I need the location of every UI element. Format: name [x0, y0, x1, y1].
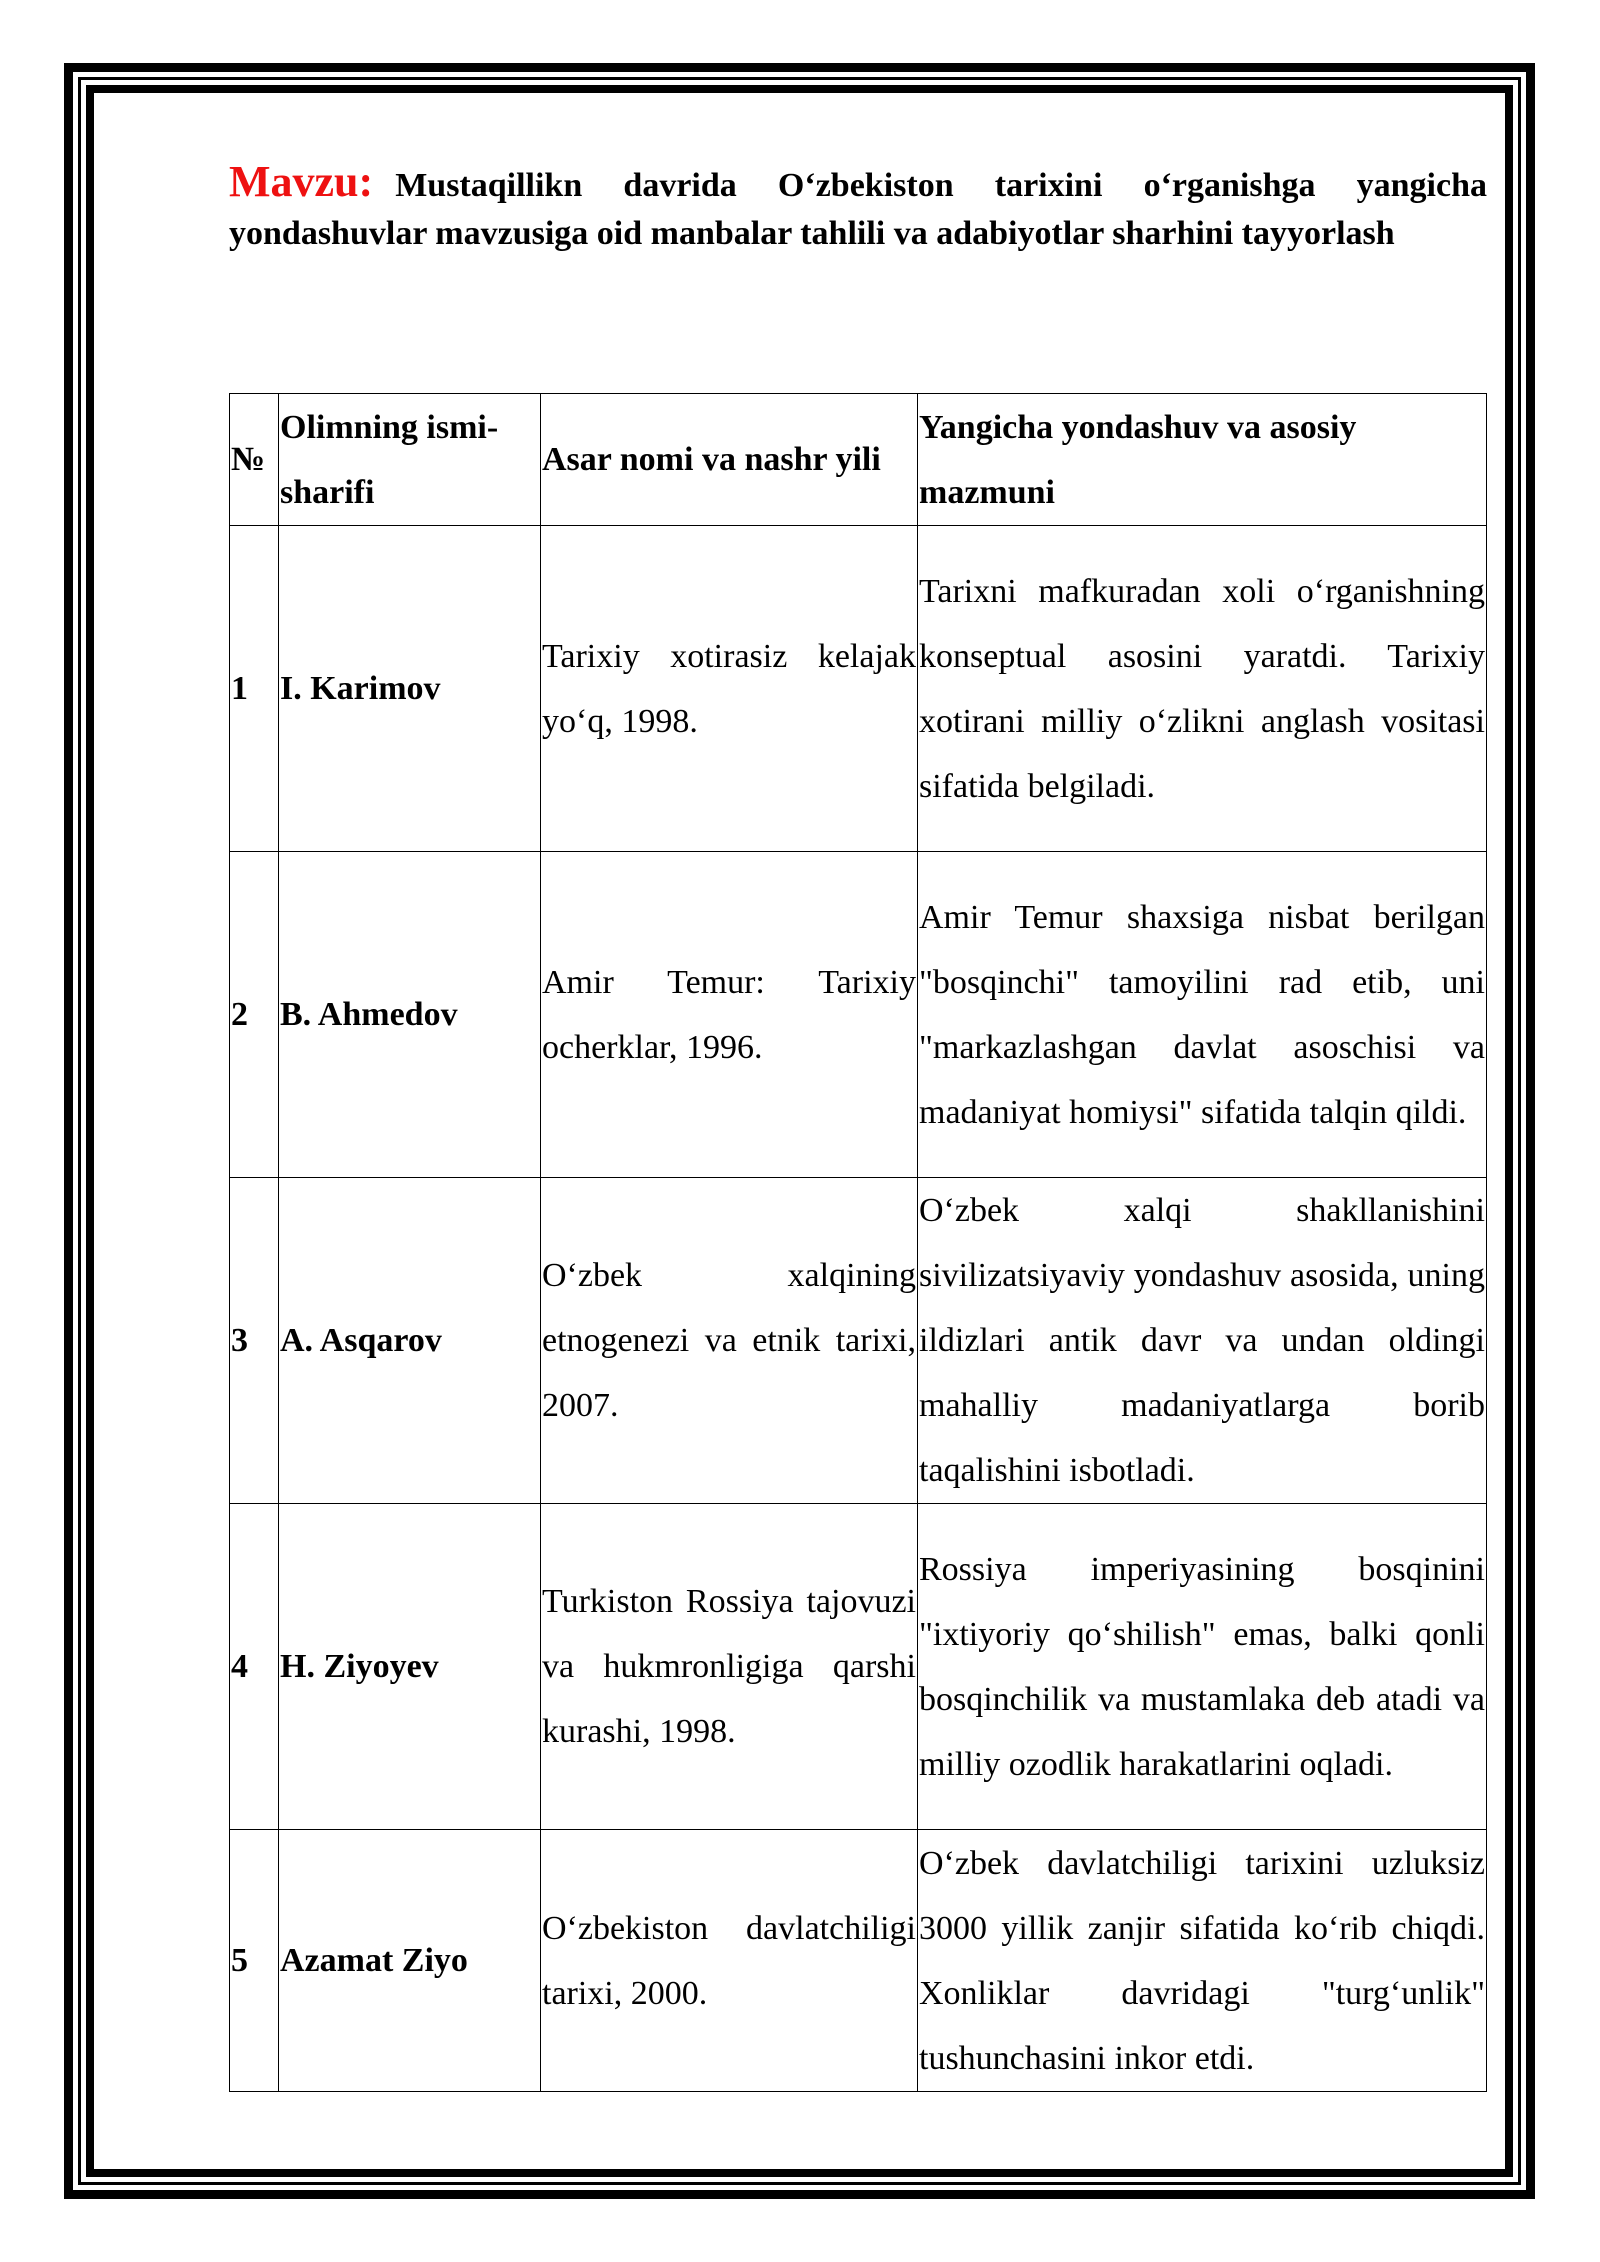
topic-text: Mustaqillikn davrida O‘zbekiston tarixini o‘rganishga yangicha yondashuvlar mavzusiga oid manbalar tahlili va adabiyotlar sharhini tayyorlash	[229, 167, 1487, 252]
row-num: 4	[230, 1504, 279, 1830]
table-row	[230, 1178, 1487, 1504]
row-work-title: Tarixiy xotirasiz kelajak yo‘q, 1998.	[541, 526, 918, 852]
header-name: Olimning ismi-sharifi	[279, 394, 541, 526]
sources-table	[229, 393, 1487, 2092]
row-scholar-name: I. Karimov	[279, 526, 541, 852]
header-num: №	[230, 394, 279, 526]
header-approach: Yangicha yondashuv va asosiy mazmuni	[918, 394, 1487, 526]
table-row	[230, 852, 1487, 1178]
row-num: 1	[230, 526, 279, 852]
topic-label: Mavzu:	[229, 157, 374, 206]
row-scholar-name: H. Ziyoyev	[279, 1504, 541, 1830]
row-work-title: Turkiston Rossiya tajovuzi va hukmronligiga qarshi kurashi, 1998.	[541, 1504, 918, 1830]
table-row	[230, 1504, 1487, 1830]
row-work-title: O‘zbekiston davlatchiligi tarixi, 2000.	[541, 1830, 918, 2092]
row-num: 5	[230, 1830, 279, 2092]
row-approach: Amir Temur shaxsiga nisbat berilgan "bosqinchi" tamoyilini rad etib, uni "markazlashgan davlat asoschisi va madaniyat homiysi" sifatida talqin qildi.	[918, 852, 1487, 1178]
row-work-title: O‘zbek xalqining etnogenezi va etnik tarixi, 2007.	[541, 1178, 918, 1504]
row-scholar-name: Azamat Ziyo	[279, 1830, 541, 2092]
table-row	[230, 526, 1487, 852]
row-approach: Rossiya imperiyasining bosqinini "ixtiyoriy qo‘shilish" emas, balki qonli bosqinchilik va mustamlaka deb atadi va milliy ozodlik harakatlarini oqladi.	[918, 1504, 1487, 1830]
row-work-title: Amir Temur: Tarixiy ocherklar, 1996.	[541, 852, 918, 1178]
row-approach: O‘zbek davlatchiligi tarixini uzluksiz 3000 yillik zanjir sifatida ko‘rib chiqdi. Xonliklar davridagi "turg‘unlik" tushunchasini inkor etdi.	[918, 1830, 1487, 2092]
header-work: Asar nomi va nashr yili	[541, 394, 918, 526]
row-approach: O‘zbek xalqi shakllanishini sivilizatsiyaviy yondashuv asosida, uning ildizlari antik davr va undan oldingi mahalliy madaniyatlarga borib taqalishini isbotladi.	[918, 1178, 1487, 1504]
row-scholar-name: A. Asqarov	[279, 1178, 541, 1504]
topic-heading	[229, 158, 1487, 258]
row-approach: Tarixni mafkuradan xoli o‘rganishning konseptual asosini yaratdi. Tarixiy xotirani milliy o‘zlikni anglash vositasi sifatida belgiladi.	[918, 526, 1487, 852]
row-num: 2	[230, 852, 279, 1178]
table-row	[230, 1830, 1487, 2092]
row-num: 3	[230, 1178, 279, 1504]
row-scholar-name: B. Ahmedov	[279, 852, 541, 1178]
table-header-row	[230, 394, 1487, 526]
